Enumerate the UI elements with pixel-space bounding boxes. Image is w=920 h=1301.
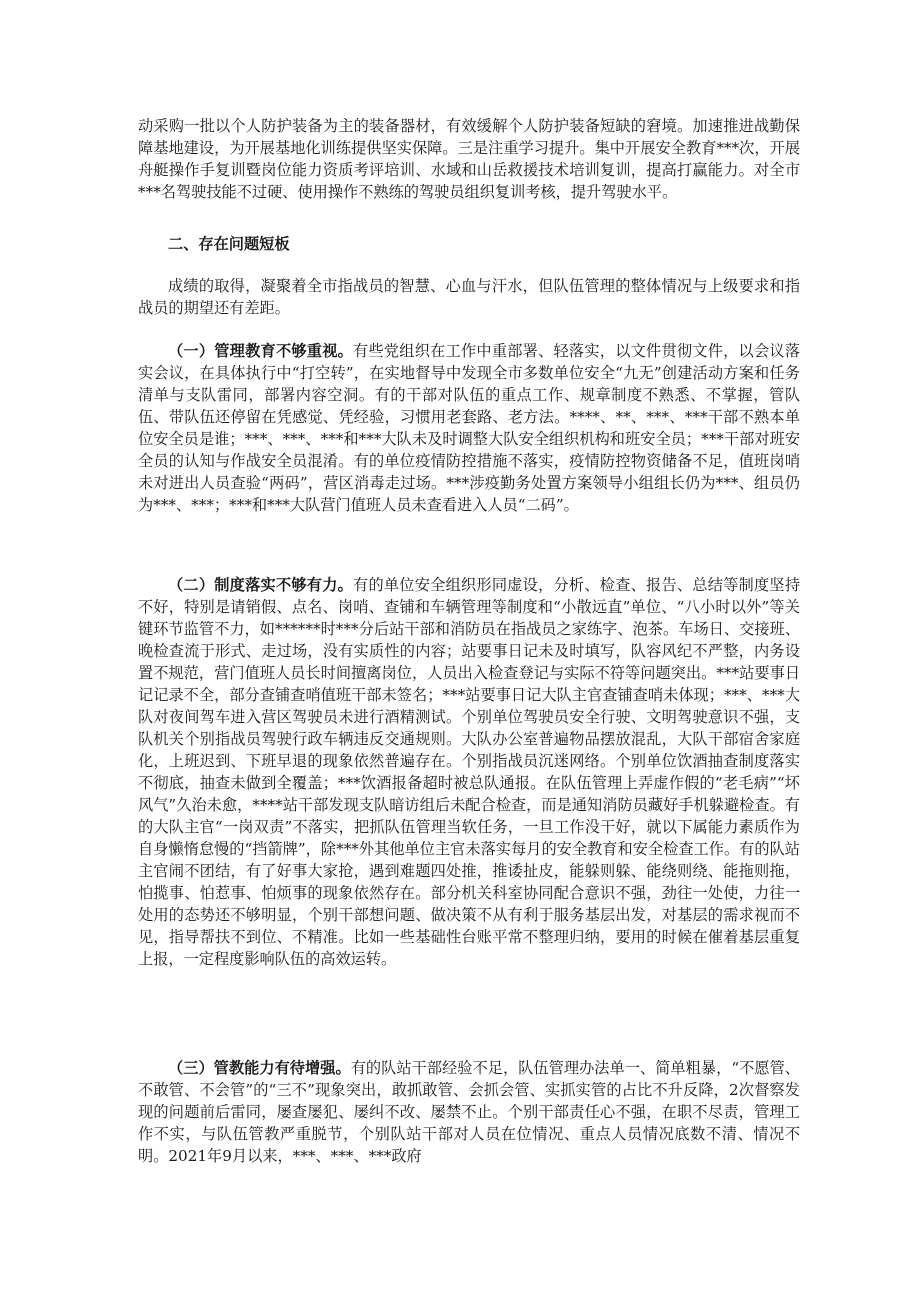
paragraph-text: 动采购一批以个人防护装备为主的装备器材，有效缓解个人防护装备短缺的窘境。加速推进战勤保障基地建设，为开展基地化训练提供坚实保障。三是注重学习提升。集中开展安全教育***次，开展舟艇操作手复训暨岗位能力资质考评培训、水域和山岳救援技术培训复训，提高打赢能力。对全市***名驾驶技能不过硬、使用操作不熟练的驾驶员组织复训考核，提升驾驶水平。: [138, 117, 800, 201]
paragraph-management-education: [138, 340, 800, 516]
paragraph-text: 成绩的取得，凝聚着全市指战员的智慧、心血与汗水，但队伍管理的整体情况与上级要求和指战员的期望还有差距。: [138, 277, 800, 317]
paragraph-lead: （一）管理教育不够重视。: [168, 342, 354, 360]
paragraph-intro: [138, 275, 800, 319]
paragraph-text: 有些党组织在工作中重部署、轻落实，以文件贯彻文件，以会议落实会议，在具体执行中“打空转”，在实地督导中发现全市多数单位安全“九无”创建活动方案和任务清单与支队雷同，部署内容空洞。有的干部对队伍的重点工作、规章制度不熟悉、不掌握，管队伍、带队伍还停留在凭感觉、凭经验，习惯用老套路、老方法。****、**、***、***干部不熟本单位安全员是谁；***、***、***和***大队未及时调整大队安全组织机构和班安全员；***干部对班安全员的认知与作战安全员混淆。有的单位疫情防控措施不落实，疫情防控物资储备不足，值班岗哨未对进出人员查验“两码”，营区消毒走过场。***涉疫勤务处置方案领导小组组长仍为***、组员仍为***、***；***和***大队营门值班人员未查看进入人员“二码”。: [138, 342, 801, 514]
paragraph-lead: （二）制度落实不够有力。: [168, 576, 354, 594]
paragraph-body: [138, 340, 800, 516]
paragraph-system-implementation: [138, 574, 800, 970]
paragraph-text: 有的单位安全组织形同虚设，分析、检查、报告、总结等制度坚持不好，特别是请销假、点名、岗哨、查铺和车辆管理等制度和“小散远直”单位、“八小时以外”等关键环节监管不力，如******时***分后站干部和消防员在指战员之家练字、泡茶。车场日、交接班、晚检查流于形式、走过场，没有实质性的内容；站要事日记未及时填写，队容风纪不严整，内务设置不规范，营门值班人员长时间擅离岗位，人员出入检查登记与实际不符等问题突出。***站要事日记记录不全，部分查铺查哨值班干部未签名；***站要事日记大队主官查铺查哨未体现；***、***大队对夜间驾车进入营区驾驶员未进行酒精测试。个别单位驾驶员安全行驶、文明驾驶意识不强，支队机关个别指战员驾驶行政车辆违反交通规则。大队办公室普遍物品摆放混乱，大队干部宿舍家庭化，上班迟到、下班早退的现象依然普遍存在。个别指战员沉迷网络。个别单位饮酒抽查制度落实不彻底，抽查未做到全覆盖；***饮酒报备超时被总队通报。在队伍管理上弄虚作假的“老毛病”“坏风气”久治未愈，****站干部发现支队暗访组后未配合检查，而是通知消防员藏好手机躲避检查。有的大队主官“一岗双责”不落实，把抓队伍管理当软任务，一旦工作没干好，就以下属能力素质作为自身懒惰怠慢的“挡箭牌”，除***外其他单位主官未落实每月的安全教育和安全检查工作。有的队站主官闹不团结，有了好事大家抢，遇到难题四处推，推诿扯皮，能躲则躲、能绕则绕、能拖则拖，怕揽事、怕惹事、怕烦事的现象依然存在。部分机关科室协同配合意识不强，劲往一处使，力往一处用的态势还不够明显，个别干部想问题、做决策不从有利于服务基层出发，对基层的需求视而不见，指导帮扶不到位、不精准。比如一些基础性台账平常不整理归纳，要用的时候在催着基层重复上报，一定程度影响队伍的高效运转。: [138, 576, 801, 968]
paragraph-body: [138, 1057, 800, 1167]
paragraph-text: 有的队站干部经验不足，队伍管理办法单一、简单粗暴，“不愿管、不敢管、不会管”的“三不”现象突出，敢抓敢管、会抓会管、实抓实管的占比不升反降，2次督察发现的问题前后雷同，屡查屡犯、屡纠不改、屡禁不止。个别干部责任心不强，在职不尽责，管理工作不实，与队伍管教严重脱节，个别队站干部对人员在位情况、重点人员情况底数不清、情况不明。2021年9月以来，***、***、***政府: [138, 1059, 800, 1165]
section-heading: [138, 233, 800, 255]
paragraph-lead: （三）管教能力有待增强。: [168, 1059, 351, 1077]
paragraph-management-ability: [138, 1057, 800, 1167]
paragraph-body: [138, 574, 800, 970]
section-heading-text: 二、存在问题短板: [168, 235, 290, 253]
paragraph-continuation: [138, 115, 800, 203]
